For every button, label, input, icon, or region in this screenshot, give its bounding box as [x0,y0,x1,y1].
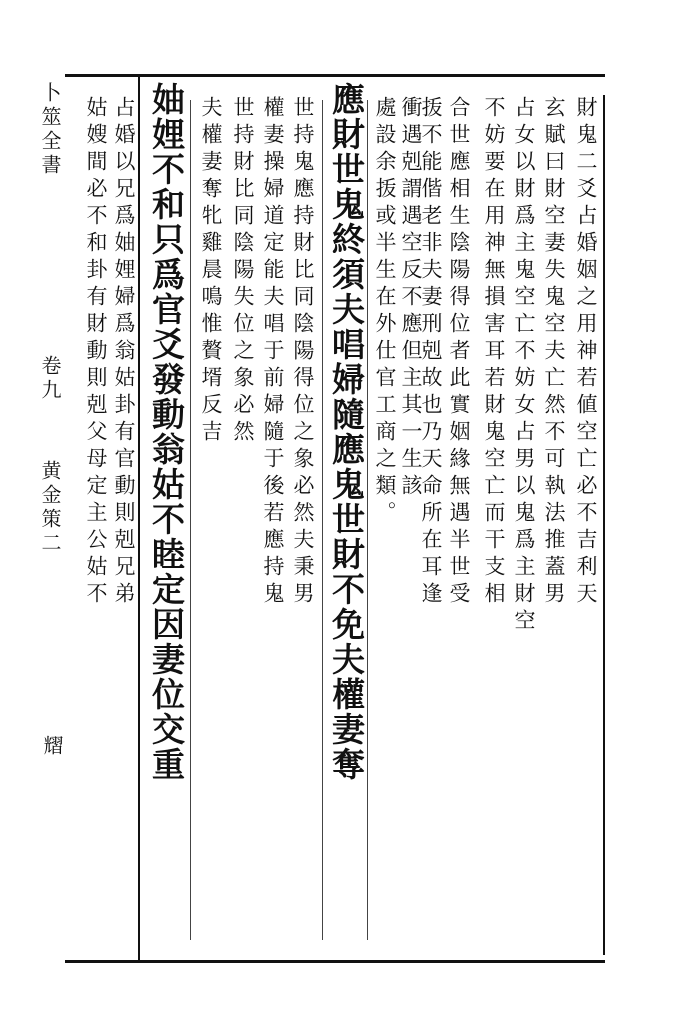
volume-label: 卷九 [38,355,62,403]
column-divider [367,100,368,940]
right-frame-line [603,95,605,955]
column-divider [190,100,191,940]
text-column-5: 合世應相生陰陽得位者此實姻緣無遇半世受 [447,96,471,609]
text-column-7: 衝遇剋謂遇空反不應但主其一生該 [399,96,423,501]
top-frame-line [65,74,605,77]
text-column-10: 權妻操婦道定能夫唱于前婦隨于後若應持鬼 [261,96,285,609]
text-column-12: 夫權妻奪牝雞晨鳴惟贅壻反吉 [199,96,223,447]
heading-column-1: 應財世鬼終須夫唱婦隨應鬼世財不免夫權妻奪 [327,82,366,782]
left-frame-line [138,74,140,962]
bottom-frame-line [65,960,605,963]
text-column-2: 玄賦曰財空妻失鬼空夫亡然不可執法推蓋男 [542,96,566,609]
book-title-label: 卜筮全書 [38,82,62,178]
heading-column-2: 妯娌不和只爲官爻發動翁姑不睦定因妻位交重 [147,82,186,782]
text-column-4: 不妨要在用神無損害耳若財鬼空亡而干支相 [482,96,506,609]
text-column-6: 㧞不能偕老非夫妻刑剋故也乃天命所在耳逢 [419,96,443,609]
text-column-8: 處設余㧞或半生在外仕官工商之類。 [373,96,397,528]
page-number: 𦒉 [40,735,64,755]
text-column-11: 世持財比同陰陽失位之象必然 [231,96,255,447]
text-column-3: 占女以財爲主鬼空亡不妨女占男以鬼爲主財空 [512,96,536,636]
text-column-14: 姑嫂間必不和卦有財動則剋父母定主公姑不 [84,96,108,609]
text-column-9: 世持鬼應持財比同陰陽得位之象必然夫秉男 [291,96,315,609]
column-divider [322,100,323,940]
section-label: 黄金策二 [38,460,62,556]
text-column-13: 占婚以兄爲妯娌婦爲翁姑卦有官動則剋兄弟 [112,96,136,609]
text-column-1: 財鬼二爻占婚姻之用神若値空亡必不吉利天 [574,96,598,609]
